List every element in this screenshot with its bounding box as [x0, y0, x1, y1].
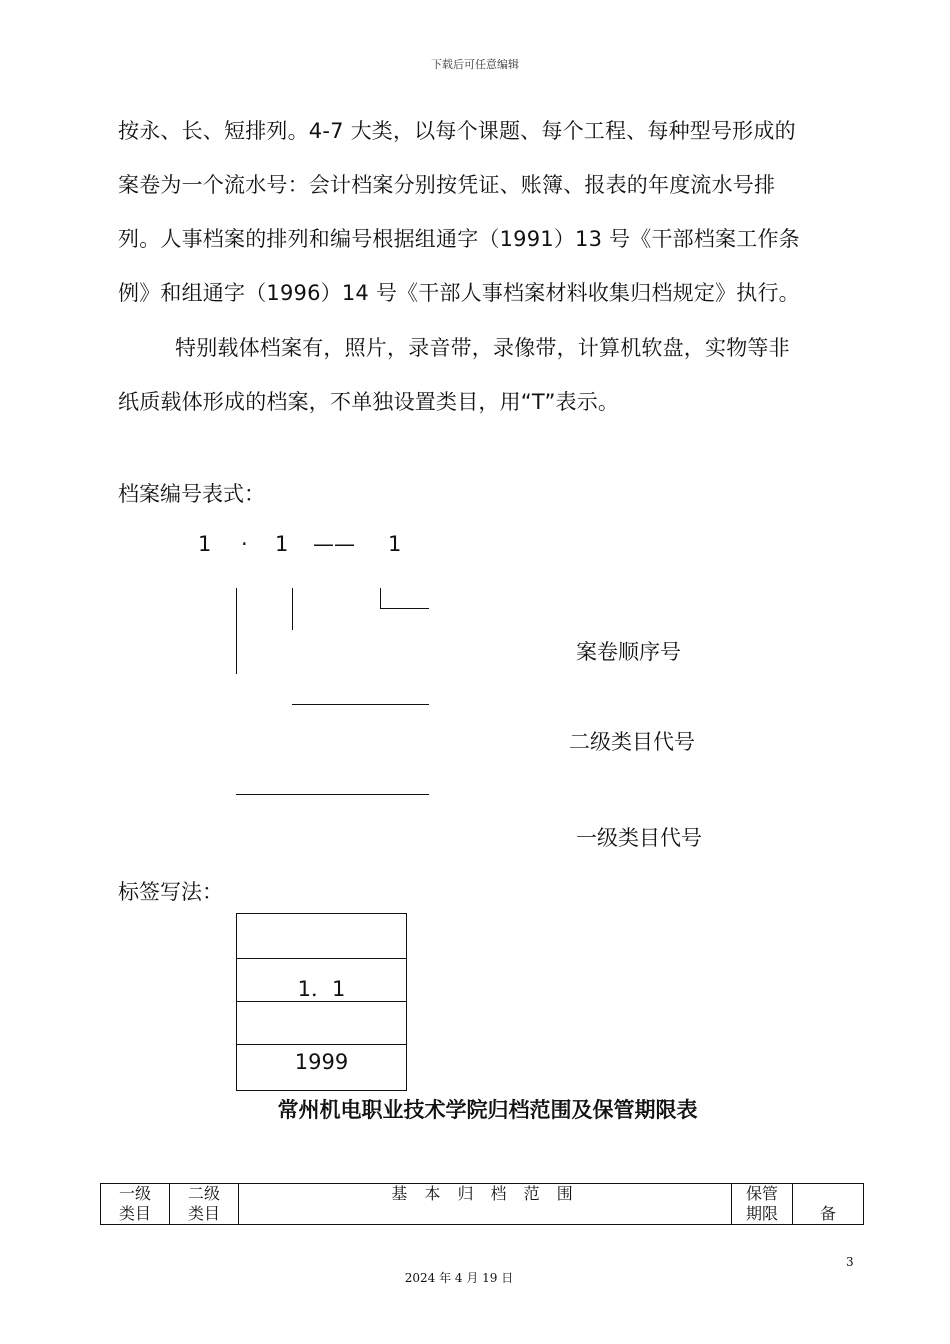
header-remarks [793, 1184, 864, 1225]
body-line: 特别载体档案有，照片，录音带，录像带，计算机软盘，实物等非 [175, 336, 790, 360]
header-text: 类目 [187, 1204, 220, 1223]
label-row-code: 1．1 [236, 958, 407, 1002]
first-level-connector [236, 588, 237, 674]
label-row-blank [236, 913, 407, 959]
legend-second-level-code: 二级类目代号 [569, 730, 695, 754]
legend-sequence-number: 案卷顺序号 [576, 640, 681, 664]
body-line: 例》和组通字（1996）14 号《干部人事档案材料收集归档规定》执行。 [118, 281, 800, 305]
header-note: 下载后可任意编辑 [431, 58, 519, 71]
body-line: 列。人事档案的排列和编号根据组通字（1991）13 号《干部档案工作条 [118, 227, 800, 251]
second-level-pointer-line [292, 704, 429, 705]
separator-dash: —— [313, 532, 355, 556]
header-text: 备 [819, 1204, 836, 1223]
archive-range-table [100, 1183, 864, 1225]
header-first-level [101, 1184, 170, 1225]
numbering-heading: 档案编号表式： [118, 482, 265, 506]
legend-first-level-code: 一级类目代号 [576, 826, 702, 850]
table-title: 常州机电职业技术学院归档范围及保管期限表 [277, 1098, 698, 1122]
header-archive-scope [239, 1184, 732, 1225]
body-line: 按永、长、短排列。4-7 大类，以每个课题、每个工程、每种型号形成的 [118, 119, 796, 143]
header-text: 期限 [745, 1204, 778, 1223]
table-header-row [101, 1184, 864, 1225]
label-row-year: 1999 [236, 1045, 407, 1091]
header-text: 二级 [187, 1184, 220, 1203]
sequence-connector [380, 588, 381, 609]
label-section-heading: 标签写法： [118, 880, 223, 904]
separator-dot: · [241, 532, 248, 556]
special-carrier-paragraph [118, 321, 863, 429]
header-text: 一级 [118, 1184, 151, 1203]
second-level-connector [292, 588, 293, 630]
footer-date: 2024 年 4 月 19 日 [404, 1271, 514, 1285]
header-retention-period [732, 1184, 793, 1225]
label-row-blank [236, 1002, 407, 1045]
header-text: 类目 [118, 1204, 151, 1223]
header-text: 保管 [745, 1184, 778, 1203]
page-number: 3 [846, 1255, 854, 1269]
body-line: 纸质载体形成的档案，不单独设置类目，用“T”表示。 [118, 390, 620, 414]
sequence-pointer-line [380, 608, 429, 609]
body-line: 案卷为一个流水号：会计档案分别按凭证、账簿、报表的年度流水号排 [118, 173, 776, 197]
second-level-digit: 1 [275, 532, 289, 556]
body-paragraph [118, 104, 863, 320]
first-level-digit: 1 [198, 532, 212, 556]
first-level-pointer-line [236, 794, 429, 795]
header-second-level [170, 1184, 239, 1225]
sequence-digit: 1 [388, 532, 402, 556]
header-text: 基 本 归 档 范 围 [391, 1184, 579, 1203]
